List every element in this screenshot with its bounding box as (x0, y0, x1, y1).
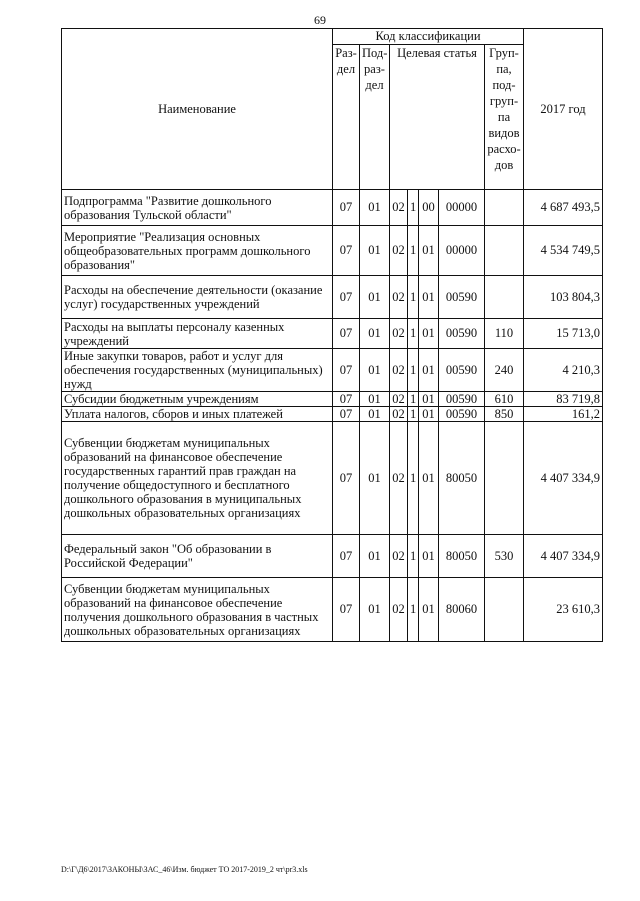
row-name: Субвенции бюджетам муниципальных образований на финансовое обеспечение получения дошкольного образования в частных дошкольных образовательных организациях (62, 578, 333, 642)
row-subsection: 01 (360, 349, 390, 392)
row-target-type: 1 (408, 578, 419, 642)
row-name: Уплата налогов, сборов и иных платежей (62, 407, 333, 422)
row-expense-group (485, 276, 524, 319)
row-target-type: 1 (408, 392, 419, 407)
table-row (62, 319, 603, 349)
row-expense-group: 110 (485, 319, 524, 349)
row-amount: 4 687 493,5 (524, 190, 603, 226)
row-target-event: 01 (419, 276, 439, 319)
row-amount: 4 407 334,9 (524, 535, 603, 578)
row-section: 07 (333, 276, 360, 319)
row-target-direction: 00590 (439, 407, 485, 422)
row-target-event: 01 (419, 407, 439, 422)
table-row (62, 407, 603, 422)
row-target-direction: 80060 (439, 578, 485, 642)
row-amount: 15 713,0 (524, 319, 603, 349)
row-section: 07 (333, 422, 360, 535)
row-expense-group: 530 (485, 535, 524, 578)
row-subsection: 01 (360, 422, 390, 535)
row-target-event: 01 (419, 319, 439, 349)
row-section: 07 (333, 319, 360, 349)
row-name: Расходы на выплаты персоналу казенных учреждений (62, 319, 333, 349)
table-row (62, 226, 603, 276)
row-target-event: 01 (419, 535, 439, 578)
header-expense-group: Груп- па, под- груп- па видов расхо- дов (485, 45, 524, 190)
row-expense-group (485, 422, 524, 535)
row-amount: 4 407 334,9 (524, 422, 603, 535)
row-name: Иные закупки товаров, работ и услуг для обеспечения государственных (муниципальных) нужд (62, 349, 333, 392)
row-section: 07 (333, 226, 360, 276)
row-name: Подпрограмма "Развитие дошкольного образования Тульской области" (62, 190, 333, 226)
row-target-type: 1 (408, 319, 419, 349)
table-row (62, 578, 603, 642)
row-target-program: 02 (390, 319, 408, 349)
header-section: Раз- дел (333, 45, 360, 190)
row-section: 07 (333, 535, 360, 578)
row-subsection: 01 (360, 407, 390, 422)
row-amount: 83 719,8 (524, 392, 603, 407)
row-subsection: 01 (360, 392, 390, 407)
header-year: 2017 год (524, 29, 603, 190)
row-target-direction: 00590 (439, 392, 485, 407)
row-target-direction: 00000 (439, 226, 485, 276)
row-target-type: 1 (408, 226, 419, 276)
row-expense-group (485, 578, 524, 642)
row-section: 07 (333, 190, 360, 226)
row-target-type: 1 (408, 422, 419, 535)
table-row (62, 392, 603, 407)
row-subsection: 01 (360, 319, 390, 349)
row-target-program: 02 (390, 422, 408, 535)
row-target-direction: 00590 (439, 349, 485, 392)
row-target-program: 02 (390, 535, 408, 578)
row-target-program: 02 (390, 276, 408, 319)
row-target-program: 02 (390, 578, 408, 642)
file-path-footer: D:\Г\Д6\2017\ЗАКОНЫ\ЗАС_46\Изм. бюджет ТО 2017-2019_2 чт\pr3.xls (61, 865, 308, 874)
budget-table (61, 28, 603, 642)
page-number: 69 (314, 13, 326, 27)
row-subsection: 01 (360, 190, 390, 226)
row-target-event: 01 (419, 422, 439, 535)
row-name: Расходы на обеспечение деятельности (оказание услуг) государственных учреждений (62, 276, 333, 319)
table-row (62, 422, 603, 535)
row-section: 07 (333, 349, 360, 392)
row-target-event: 01 (419, 226, 439, 276)
row-expense-group (485, 190, 524, 226)
row-expense-group: 610 (485, 392, 524, 407)
header-name: Наименование (62, 29, 333, 190)
row-target-event: 01 (419, 392, 439, 407)
row-subsection: 01 (360, 578, 390, 642)
row-target-event: 01 (419, 578, 439, 642)
row-expense-group: 850 (485, 407, 524, 422)
table-row (62, 349, 603, 392)
row-name: Мероприятие "Реализация основных общеобразовательных программ дошкольного образования" (62, 226, 333, 276)
row-target-program: 02 (390, 349, 408, 392)
row-target-direction: 00590 (439, 319, 485, 349)
row-target-event: 01 (419, 349, 439, 392)
row-name: Субвенции бюджетам муниципальных образований на финансовое обеспечение государственных гарантий прав граждан на получение общедоступного и бесплатного дошкольного образования в муниципальных дошкольных образовательных организациях (62, 422, 333, 535)
row-amount: 4 534 749,5 (524, 226, 603, 276)
row-target-program: 02 (390, 190, 408, 226)
row-expense-group (485, 226, 524, 276)
row-target-program: 02 (390, 226, 408, 276)
row-section: 07 (333, 392, 360, 407)
row-subsection: 01 (360, 535, 390, 578)
row-expense-group: 240 (485, 349, 524, 392)
row-target-program: 02 (390, 392, 408, 407)
row-subsection: 01 (360, 226, 390, 276)
row-name: Федеральный закон "Об образовании в Российской Федерации" (62, 535, 333, 578)
row-target-type: 1 (408, 407, 419, 422)
row-name: Субсидии бюджетным учреждениям (62, 392, 333, 407)
row-target-type: 1 (408, 190, 419, 226)
row-amount: 103 804,3 (524, 276, 603, 319)
row-target-direction: 00590 (439, 276, 485, 319)
table-row (62, 535, 603, 578)
row-section: 07 (333, 407, 360, 422)
row-target-direction: 80050 (439, 535, 485, 578)
row-amount: 23 610,3 (524, 578, 603, 642)
row-target-type: 1 (408, 276, 419, 319)
row-target-program: 02 (390, 407, 408, 422)
row-amount: 4 210,3 (524, 349, 603, 392)
row-subsection: 01 (360, 276, 390, 319)
header-target-article: Целевая статья (390, 45, 485, 190)
row-target-event: 00 (419, 190, 439, 226)
row-target-type: 1 (408, 349, 419, 392)
header-row-top (62, 29, 603, 45)
table-row (62, 190, 603, 226)
row-target-direction: 80050 (439, 422, 485, 535)
row-amount: 161,2 (524, 407, 603, 422)
header-code-group: Код классификации (333, 29, 524, 45)
row-section: 07 (333, 578, 360, 642)
row-target-type: 1 (408, 535, 419, 578)
table-row (62, 276, 603, 319)
header-subsection: Под- раз- дел (360, 45, 390, 190)
row-target-direction: 00000 (439, 190, 485, 226)
